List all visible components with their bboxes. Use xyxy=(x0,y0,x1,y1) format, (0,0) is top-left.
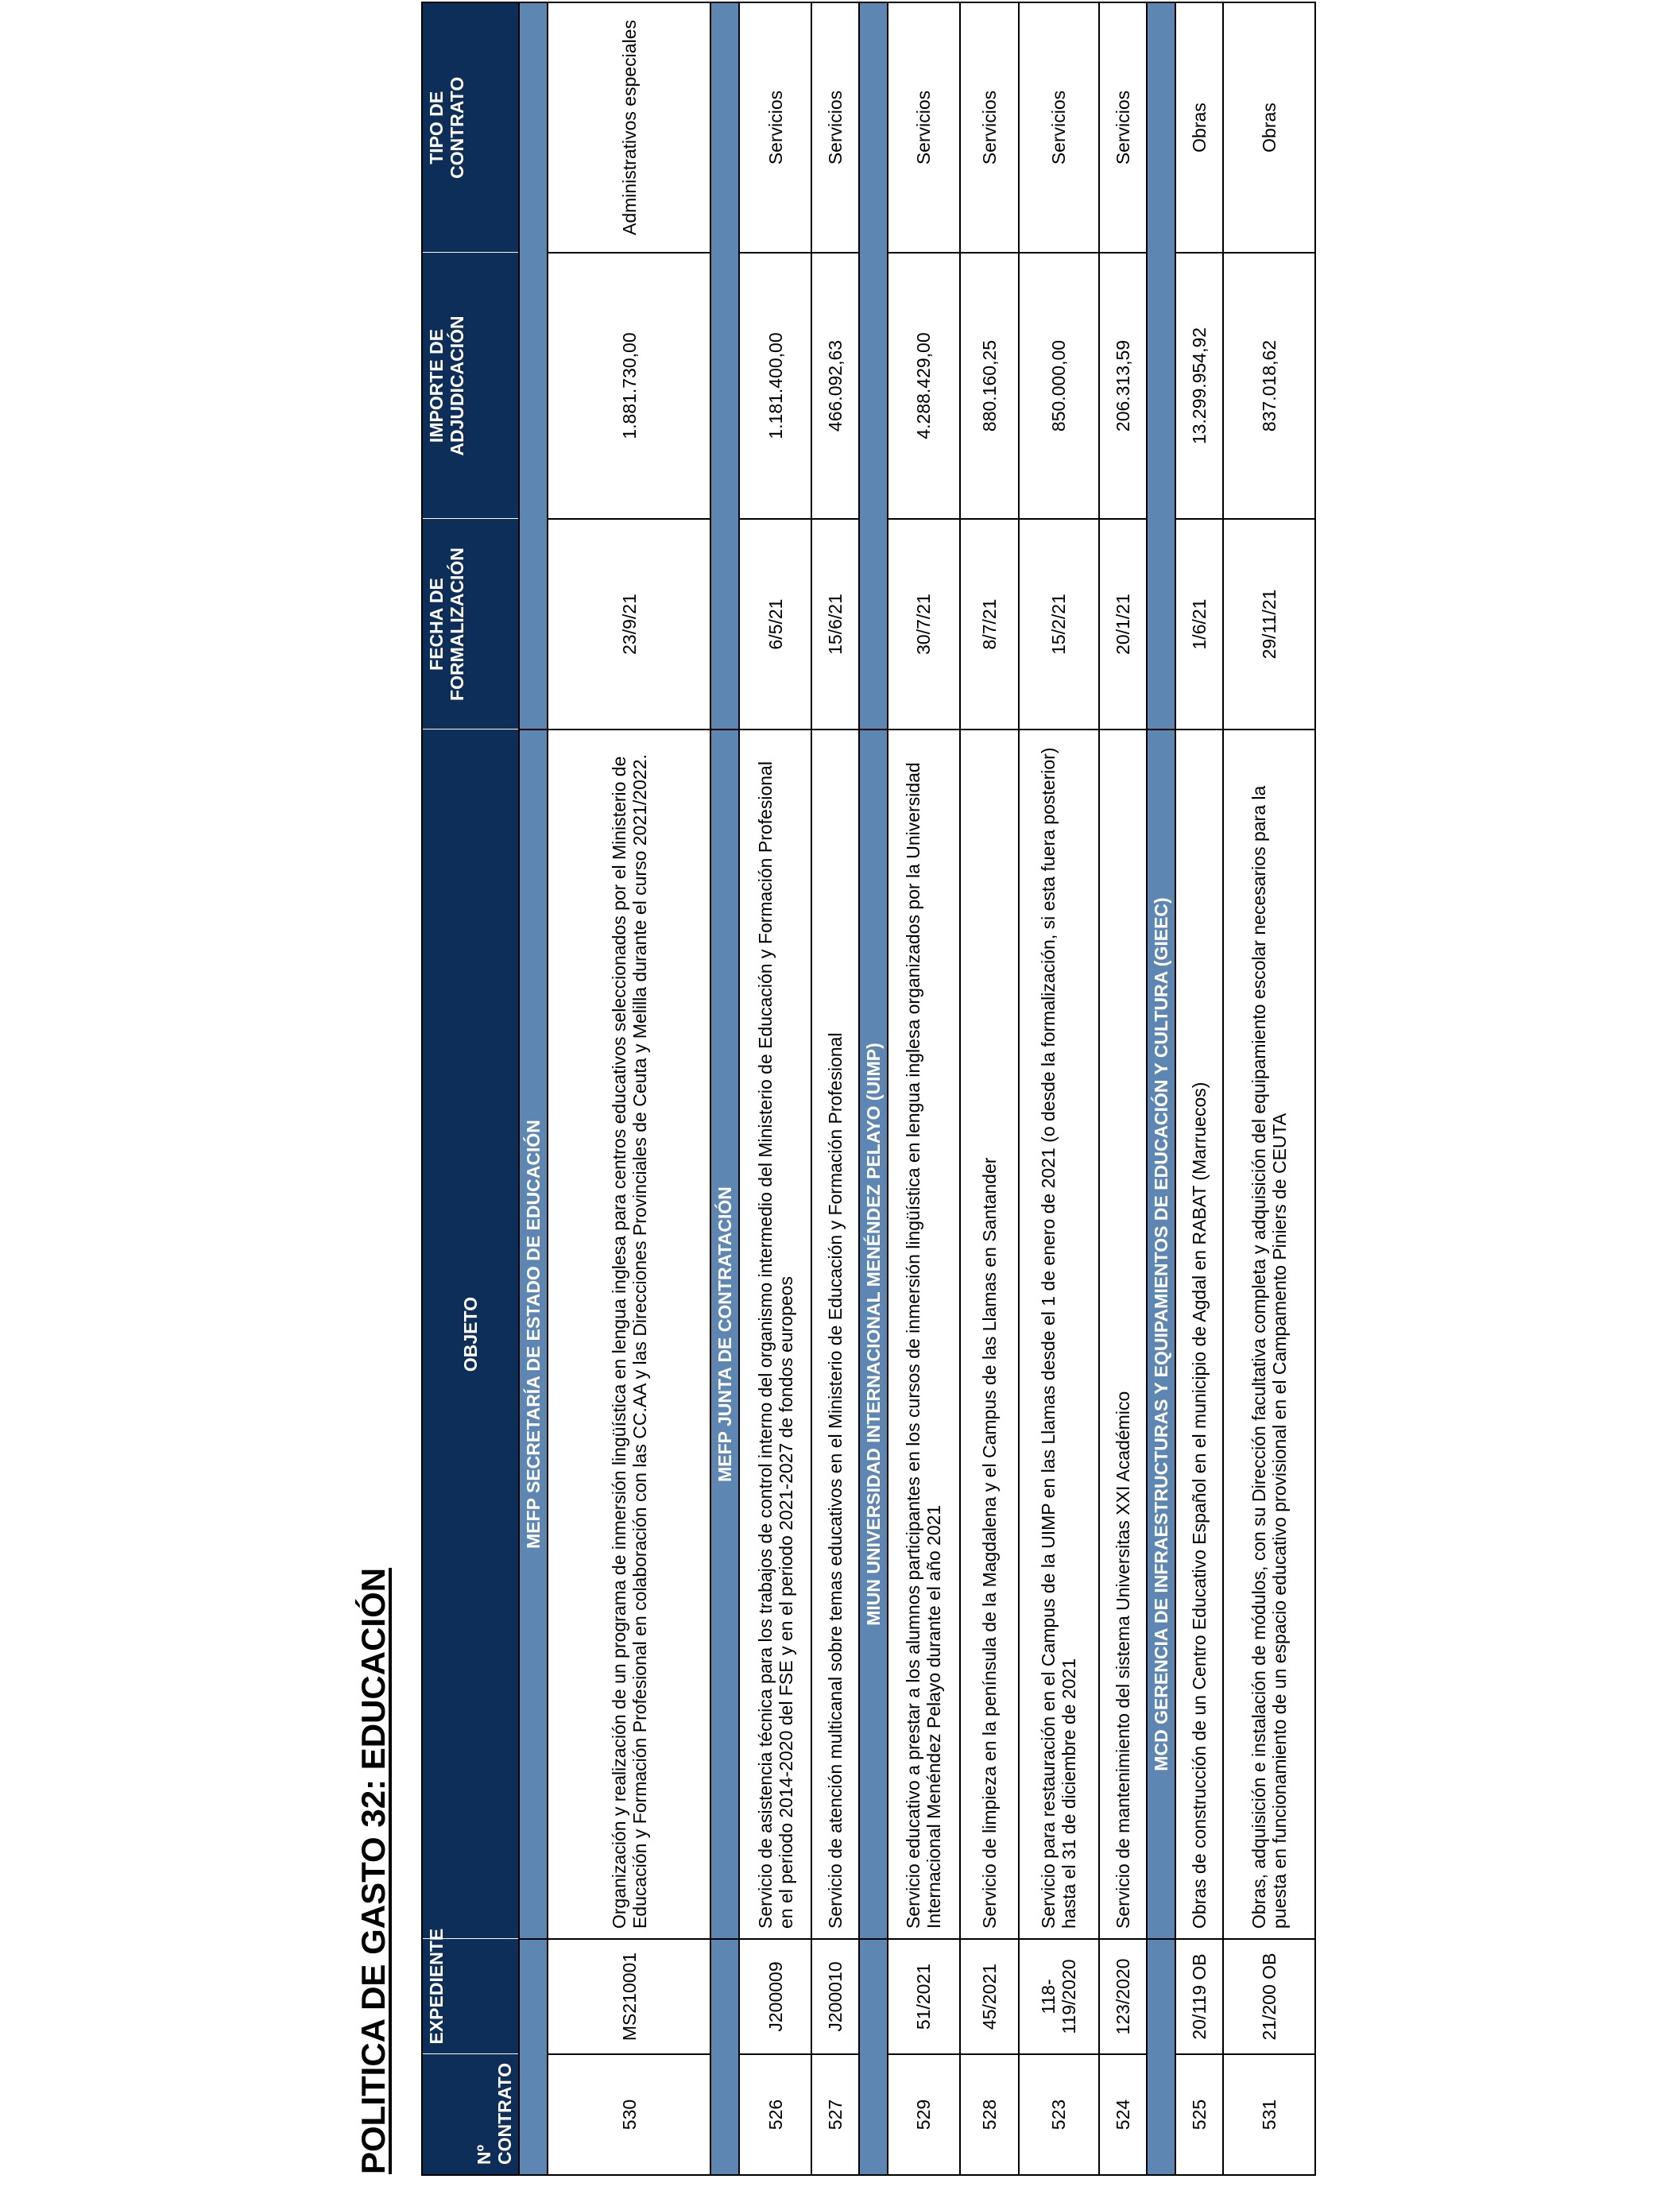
table-row xyxy=(1099,2,1147,2175)
section-spacer xyxy=(859,2,888,730)
header-fecha-line2: FORMALIZACIÓN xyxy=(447,548,467,701)
table-row xyxy=(1175,2,1223,2175)
section-title: MIUN UNIVERSIDAD INTERNACIONAL MENÉNDEZ PELAYO (UIMP) xyxy=(859,730,888,1939)
section-title: MEFP JUNTA DE CONTRATACIÓN xyxy=(710,730,739,1939)
cell-fecha: 15/6/21 xyxy=(811,519,859,730)
cell-tipo: Obras xyxy=(1223,2,1315,253)
cell-importe: 1.181.400,00 xyxy=(739,253,811,519)
cell-tipo: Obras xyxy=(1175,2,1223,253)
table-row xyxy=(1019,2,1099,2175)
page-title: POLITICA DE GASTO 32: EDUCACIÓN xyxy=(354,1567,392,2174)
cell-tipo: Servicios xyxy=(960,2,1019,253)
cell-num-contrato: 525 xyxy=(1175,2054,1223,2175)
cell-expediente: 45/2021 xyxy=(960,1939,1019,2054)
header-num-contrato: Nº CONTRATO xyxy=(422,2054,519,2175)
cell-objeto: Servicio para restauración en el Campus de la UIMP en las Llamas desde el 1 de enero de 2021 (o desde la formalización, si esta fuera posterior) hasta el 31 de diciembre de 2021 xyxy=(1019,730,1099,1939)
cell-num-contrato: 531 xyxy=(1223,2054,1315,2175)
section-row xyxy=(859,2,888,2175)
cell-fecha: 20/1/21 xyxy=(1099,519,1147,730)
table-row xyxy=(739,2,811,2175)
cell-objeto: Servicio de limpieza en la península de la Magdalena y el Campus de las Llamas en Santander xyxy=(960,730,1019,1939)
cell-num-contrato: 524 xyxy=(1099,2054,1147,2175)
cell-importe: 206.313,59 xyxy=(1099,253,1147,519)
section-spacer xyxy=(710,2,739,730)
section-spacer xyxy=(1147,2,1175,730)
header-importe xyxy=(422,253,519,519)
cell-importe: 13.299.954,92 xyxy=(1175,253,1223,519)
header-tipo-line2: CONTRATO xyxy=(447,76,467,179)
cell-fecha: 29/11/21 xyxy=(1223,519,1315,730)
cell-fecha: 30/7/21 xyxy=(888,519,959,730)
cell-expediente: 118-119/2020 xyxy=(1019,1939,1099,2054)
section-spacer xyxy=(710,1939,739,2175)
contracts-table xyxy=(421,2,1316,2176)
cell-tipo: Servicios xyxy=(1099,2,1147,253)
header-row xyxy=(422,2,519,2175)
cell-expediente: 20/119 OB xyxy=(1175,1939,1223,2054)
cell-objeto: Obras, adquisición e instalación de módulos, con su Dirección facultativa completa y adquisición del equipamiento escolar necesarios para la puesta en funcionamiento de un espacio educativo provisional en el Campamento Piniers de CEUTA xyxy=(1223,730,1315,1939)
cell-fecha: 1/6/21 xyxy=(1175,519,1223,730)
cell-fecha: 6/5/21 xyxy=(739,519,811,730)
section-row xyxy=(710,2,739,2175)
cell-tipo: Servicios xyxy=(888,2,959,253)
section-spacer xyxy=(519,2,548,730)
cell-num-contrato: 528 xyxy=(960,2054,1019,2175)
cell-importe: 1.881.730,00 xyxy=(548,253,710,519)
table-row xyxy=(888,2,959,2175)
cell-importe: 466.092,63 xyxy=(811,253,859,519)
cell-importe: 880.160,25 xyxy=(960,253,1019,519)
cell-objeto: Servicio educativo a prestar a los alumnos participantes en los cursos de inmersión lingüística en lengua inglesa organizados por la Universidad Internacional Menéndez Pelayo durante el año 2021 xyxy=(888,730,959,1939)
table-row xyxy=(1223,2,1315,2175)
header-objeto: OBJETO xyxy=(422,730,519,1939)
section-row xyxy=(1147,2,1175,2175)
header-importe-line1: IMPORTE DE xyxy=(426,328,447,443)
cell-fecha: 8/7/21 xyxy=(960,519,1019,730)
cell-objeto: Servicio de mantenimiento del sistema Universitas XXI Académico xyxy=(1099,730,1147,1939)
cell-tipo: Administrativos especiales xyxy=(548,2,710,253)
table-row xyxy=(960,2,1019,2175)
section-spacer xyxy=(519,1939,548,2175)
cell-fecha: 23/9/21 xyxy=(548,519,710,730)
cell-num-contrato: 526 xyxy=(739,2054,811,2175)
cell-expediente: MS210001 xyxy=(548,1939,710,2054)
table-row xyxy=(548,2,710,2175)
header-fecha xyxy=(422,519,519,730)
cell-num-contrato: 529 xyxy=(888,2054,959,2175)
cell-tipo: Servicios xyxy=(1019,2,1099,253)
cell-expediente: 51/2021 xyxy=(888,1939,959,2054)
cell-importe: 837.018,62 xyxy=(1223,253,1315,519)
section-row xyxy=(519,2,548,2175)
header-importe-line2: ADJUDICACIÓN xyxy=(447,315,467,456)
cell-expediente: 21/200 OB xyxy=(1223,1939,1315,2054)
cell-fecha: 15/2/21 xyxy=(1019,519,1099,730)
cell-num-contrato: 530 xyxy=(548,2054,710,2175)
section-spacer xyxy=(1147,1939,1175,2175)
header-expediente: EXPEDIENTE xyxy=(422,1939,519,2054)
section-title: MEFP SECRETARÍA DE ESTADO DE EDUCACIÓN xyxy=(519,730,548,1939)
header-fecha-line1: FECHA DE xyxy=(426,578,447,671)
table-row xyxy=(811,2,859,2175)
cell-objeto: Organización y realización de un programa de inmersión lingüística en lengua inglesa para centros educativos seleccionados por el Ministerio de Educación y Formación Profesional en colaboración con las CC.AA y las Direcciones Provinciales de Ceuta y Melilla durante el curso 2021/2022. xyxy=(548,730,710,1939)
cell-objeto: Servicio de atención multicanal sobre temas educativos en el Ministerio de Educación y Formación Profesional xyxy=(811,730,859,1939)
section-title: MCD GERENCIA DE INFRAESTRUCTURAS Y EQUIPAMIENTOS DE EDUCACIÓN Y CULTURA (GIEEC) xyxy=(1147,730,1175,1939)
header-tipo-line1: TIPO DE xyxy=(426,91,447,164)
cell-expediente: 123/2020 xyxy=(1099,1939,1147,2054)
cell-tipo: Servicios xyxy=(739,2,811,253)
cell-objeto: Obras de construcción de un Centro Educativo Español en el municipio de Agdal en RABAT (Marruecos) xyxy=(1175,730,1223,1939)
cell-num-contrato: 527 xyxy=(811,2054,859,2175)
cell-tipo: Servicios xyxy=(811,2,859,253)
cell-importe: 850.000,00 xyxy=(1019,253,1099,519)
section-spacer xyxy=(859,1939,888,2175)
header-tipo xyxy=(422,2,519,253)
cell-importe: 4.288.429,00 xyxy=(888,253,959,519)
cell-expediente: J200009 xyxy=(739,1939,811,2054)
cell-expediente: J200010 xyxy=(811,1939,859,2054)
cell-num-contrato: 523 xyxy=(1019,2054,1099,2175)
cell-objeto: Servicio de asistencia técnica para los trabajos de control interno del organismo intermedio del Ministerio de Educación y Formación Profesional en el periodo 2014-2020 del FSE y en el periodo 2021-2027 de fondos europeos xyxy=(739,730,811,1939)
